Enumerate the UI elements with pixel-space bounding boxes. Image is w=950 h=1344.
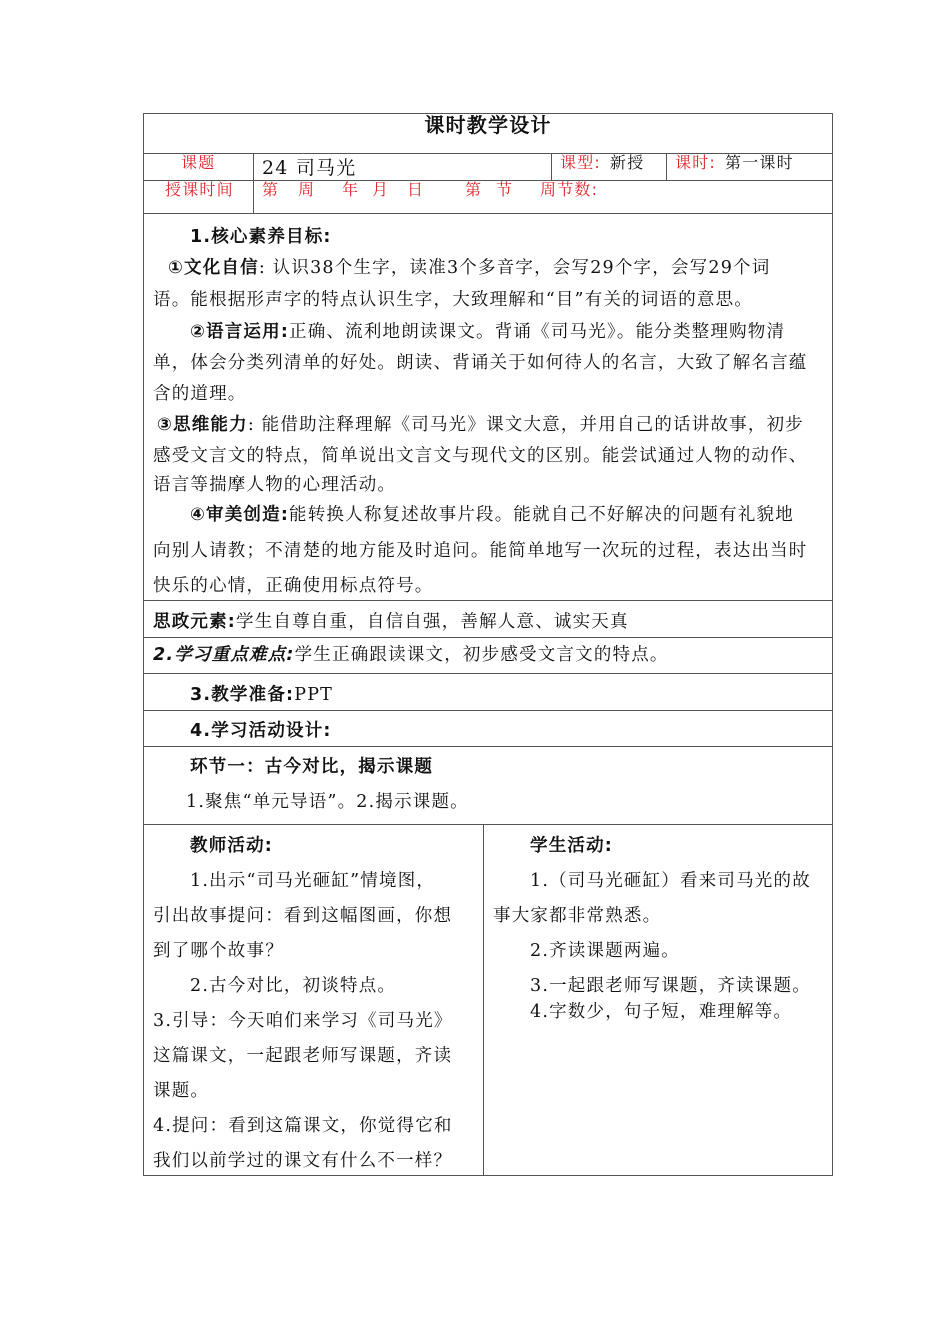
type-label: 课型: — [560, 153, 601, 172]
goal-text: 语言等揣摩人物的心理活动。 — [153, 475, 397, 495]
period-label: 课时: — [675, 153, 716, 172]
student-line: 3.一起跟老师写课题，齐读课题。 — [530, 976, 811, 996]
time-field: 年 — [342, 180, 360, 199]
row-divider — [143, 710, 833, 711]
ideology-text: 学生自尊自重，自信自强，善解人意、诚实天真 — [236, 612, 629, 632]
key-points-text: 学生正确跟读课文，初步感受文言文的特点。 — [294, 645, 669, 665]
col-divider — [253, 153, 254, 213]
document-title: 课时教学设计 — [424, 113, 552, 137]
goal-text: 单，体会分类列清单的好处。朗读、背诵关于如何待人的名言，大致了解名言蕴 — [153, 353, 808, 373]
goal-text: 向别人请教；不清楚的地方能及时追问。能简单地写一次玩的过程，表达出当时 — [153, 541, 808, 561]
col-divider — [551, 153, 552, 180]
goal-label: ④审美创造: — [190, 505, 290, 525]
row-divider — [143, 746, 833, 747]
teacher-line: 引出故事提问：看到这幅图画，你想 — [153, 906, 453, 926]
teacher-line: 4.提问：看到这篇课文，你觉得它和 — [153, 1116, 453, 1136]
table-border — [832, 113, 833, 1176]
row-divider — [143, 180, 833, 181]
student-line: 2.齐读课题两遍。 — [530, 941, 680, 961]
row-divider — [143, 673, 833, 674]
teacher-line: 我们以前学过的课文有什么不一样？ — [153, 1151, 453, 1171]
time-field: 第 — [262, 180, 280, 199]
period-value: 第一课时 — [725, 153, 794, 172]
goal-text: : 能借助注释理解《司马光》课文大意，并用自己的话讲故事，初步 — [247, 415, 804, 435]
teacher-line: 2.古今对比，初谈特点。 — [190, 976, 397, 996]
row-divider — [143, 213, 833, 214]
teacher-line: 1.出示“司马光砸缸”情境图， — [190, 871, 436, 891]
key-points-label: 2.学习重点难点: — [153, 645, 295, 665]
student-line: 1.（司马光砸缸）看来司马光的故 — [530, 871, 811, 891]
teacher-line: 到了哪个故事？ — [153, 941, 284, 961]
time-field: 周 — [298, 180, 316, 199]
goal-label: ②语言运用: — [190, 322, 290, 342]
col-divider — [483, 824, 484, 1175]
prep-label: 3.教学准备: — [190, 685, 295, 705]
time-field: 月 — [372, 180, 390, 199]
topic-value: 24 司马光 — [262, 157, 357, 179]
time-field: 日 — [407, 180, 425, 199]
goal-label: ①文化自信 — [168, 258, 259, 278]
time-field: 节 — [496, 180, 514, 199]
goal-text: 快乐的心情，正确使用标点符号。 — [153, 576, 434, 596]
teacher-heading: 教师活动: — [190, 836, 273, 856]
goal-text: : 认识38个生字，读准3个多音字，会写29个字，会写29个词 — [258, 258, 771, 278]
student-heading: 学生活动: — [530, 836, 613, 856]
ideology-label: 思政元素: — [153, 612, 236, 632]
teacher-line: 这篇课文，一起跟老师写课题，齐读 — [153, 1046, 453, 1066]
prep-text: PPT — [294, 685, 334, 705]
goals-heading: 1.核心素养目标: — [190, 227, 332, 247]
goal-text: 含的道理。 — [153, 384, 247, 404]
activity-heading: 4.学习活动设计: — [190, 721, 332, 741]
goal-text: 能转换人称复述故事片段。能就自己不好解决的问题有礼貌地 — [289, 505, 794, 525]
goal-text: 语。能根据形声字的特点认识生字，大致理解和“目”有关的词语的意思。 — [153, 290, 753, 310]
time-field: 周节数: — [540, 180, 599, 199]
table-border — [143, 113, 144, 1176]
goal-text: 感受文言文的特点，简单说出文言文与现代文的区别。能尝试通过人物的动作、 — [153, 446, 808, 466]
student-line: 事大家都非常熟悉。 — [493, 906, 662, 926]
goal-text: 正确、流利地朗读课文。背诵《司马光》。能分类整理购物清 — [289, 322, 786, 342]
row-divider — [143, 600, 833, 601]
stage-title: 环节一：古今对比，揭示课题 — [190, 757, 434, 777]
student-line: 4.字数少，句子短，难理解等。 — [530, 1002, 793, 1022]
time-label: 授课时间 — [165, 180, 234, 199]
time-field: 第 — [465, 180, 483, 199]
col-divider — [666, 153, 667, 180]
teacher-line: 课题。 — [153, 1081, 210, 1101]
goal-label: ③思维能力 — [157, 415, 248, 435]
row-divider — [143, 824, 833, 825]
type-value: 新授 — [610, 153, 645, 172]
row-divider — [143, 637, 833, 638]
teacher-line: 3.引导：今天咱们来学习《司马光》 — [153, 1011, 453, 1031]
topic-label: 课题 — [181, 153, 216, 172]
table-border — [143, 1175, 833, 1176]
stage-text: 1.聚焦“单元导语”。2.揭示课题。 — [186, 792, 469, 812]
